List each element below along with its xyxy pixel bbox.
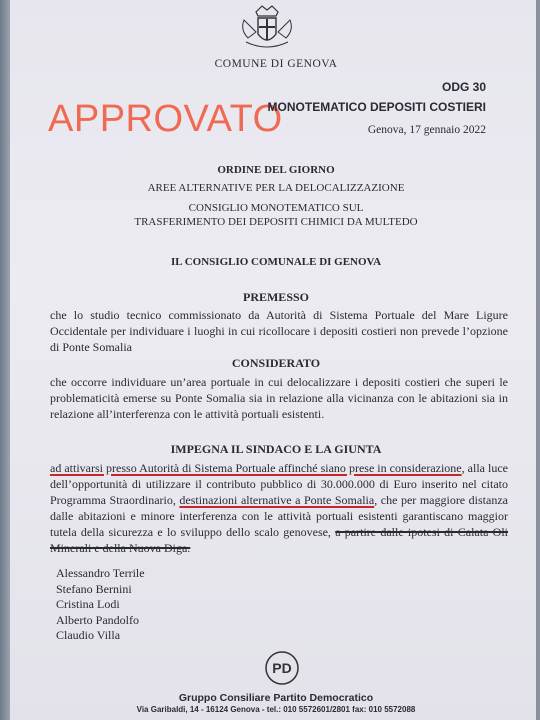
genova-coat-of-arms-icon bbox=[236, 2, 298, 54]
signatories-list bbox=[56, 566, 145, 644]
impegna-text-4: , che per maggiore distanza dalle abitazioni e minore interferenza con le attività portuali esistenti garantiscano maggior tutela della sicurezza e lo sviluppo dello scalo genovese, bbox=[50, 493, 508, 539]
impegna-heading: IMPEGNA IL SINDACO E LA GIUNTA bbox=[170, 442, 382, 456]
considerato-text: che occorre individuare un’area portuale in cui delocalizzare i depositi costieri che superi le problematicità emerse su Ponte Somalia sia in relazione alla vicinanza con le abitazioni sia in relazione all’interferenza con le attività portuali esistenti. bbox=[50, 375, 508, 421]
title-ordine: ORDINE DEL GIORNO bbox=[217, 164, 335, 176]
council-heading: IL CONSIGLIO COMUNALE DI GENOVA bbox=[170, 256, 382, 268]
premesso-heading: PREMESSO bbox=[242, 290, 309, 304]
signatory: Stefano Bernini bbox=[56, 581, 132, 596]
impegna-text bbox=[50, 460, 508, 556]
signatory: Alberto Pandolfo bbox=[56, 612, 139, 627]
premesso-text: che lo studio tecnico commissionato da Autorità di Sistema Portuale del Mare Ligure Occidentale per individuare i luoghi in cui ricollocare i depositi costieri non prevede l’opzione di Ponte Somalia bbox=[50, 308, 508, 354]
group-name: Gruppo Consiliare Partito Democratico bbox=[178, 692, 374, 704]
comune-name: COMUNE DI GENOVA bbox=[214, 58, 338, 70]
session-title: MONOTEMATICO DEPOSITI COSTIERI bbox=[267, 100, 486, 114]
signatory: Cristina Lodi bbox=[56, 597, 120, 611]
document-sheet bbox=[6, 0, 536, 720]
title-trasferimento: TRASFERIMENTO DEI DEPOSITI CHIMICI DA MULTEDO bbox=[134, 216, 418, 228]
odg-number: ODG 30 bbox=[441, 80, 486, 94]
pd-logo-icon bbox=[262, 650, 302, 688]
group-address: Via Garibaldi, 14 - 16124 Genova - tel.: 010 5572601/2801 fax: 010 5572088 bbox=[136, 705, 416, 714]
approved-stamp: APPROVATO bbox=[48, 98, 283, 140]
document-date: Genova, 17 gennaio 2022 bbox=[367, 124, 486, 136]
impegna-text-2: , alla luce dell’opportunità di utilizzare il contributo pubblico di 30.000.000 di Euro inserito nel citato Programma Straordinario, bbox=[50, 461, 509, 507]
signatory: Claudio Villa bbox=[56, 628, 121, 642]
binder-edge bbox=[0, 0, 10, 720]
impegna-underlined-1: ad attivarsi presso Autorità di Sistema Portuale affinché siano prese in considerazione bbox=[50, 461, 462, 475]
impegna-struck-text: a partire dalle ipotesi di Calata Oli Minerali e della Nuova Diga. bbox=[50, 525, 509, 555]
title-aree: AREE ALTERNATIVE PER LA DELOCALIZZAZIONE bbox=[147, 182, 405, 194]
title-consiglio: CONSIGLIO MONOTEMATICO SUL bbox=[188, 202, 364, 214]
signatory: Alessandro Terrile bbox=[56, 566, 145, 580]
impegna-underlined-2: destinazioni alternative a Ponte Somalia bbox=[179, 493, 375, 507]
pd-logo-text: PD bbox=[272, 660, 292, 676]
considerato-heading: CONSIDERATO bbox=[231, 356, 321, 370]
